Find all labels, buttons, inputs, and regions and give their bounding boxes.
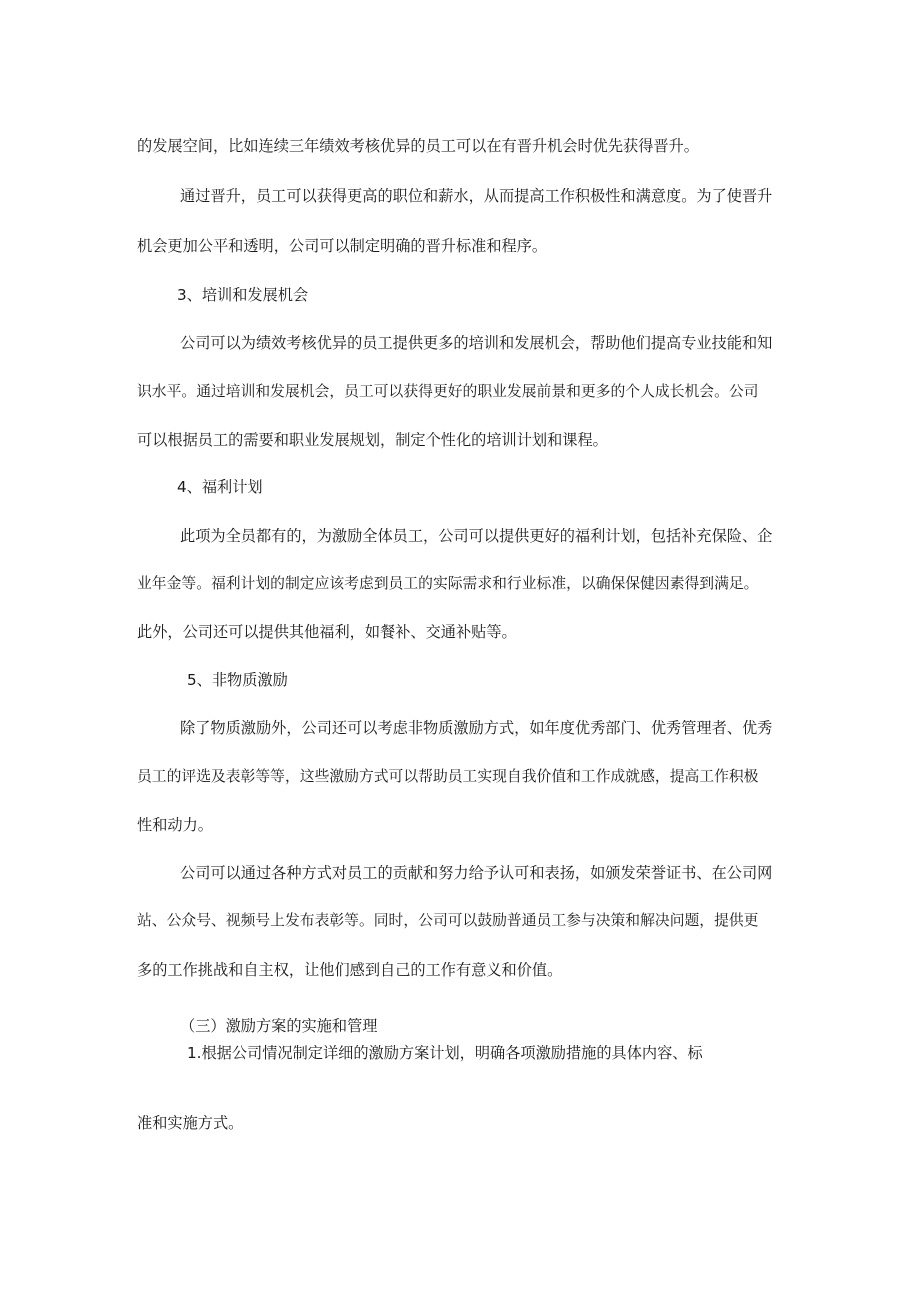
paragraph-line: 准和实施方式。 [137, 1114, 244, 1132]
paragraph-line: 公司可以通过各种方式对员工的贡献和努力给予认可和表扬，如颁发荣誉证书、在公司网 [180, 864, 773, 882]
paragraph-line: 员工的评选及表彰等等，这些激励方式可以帮助员工实现自我价值和工作成就感，提高工作积极 [137, 768, 759, 785]
paragraph-line: 1.根据公司情况制定详细的激励方案计划，明确各项激励措施的具体内容、标 [187, 1044, 703, 1062]
section-heading: 3、培训和发展机会 [177, 286, 309, 304]
paragraph-line: 站、公众号、视频号上发布表彰等。同时，公司可以鼓励普通员工参与决策和解决问题，提供更 [137, 912, 759, 929]
section-heading: 4、福利计划 [177, 478, 263, 496]
paragraph-line: 可以根据员工的需要和职业发展规划，制定个性化的培训计划和课程。 [137, 431, 608, 449]
paragraph-line: 的发展空间，比如连续三年绩效考核优异的员工可以在有晋升机会时优先获得晋升。 [137, 137, 699, 155]
section-heading: 5、非物质激励 [187, 671, 288, 689]
paragraph-line: 除了物质激励外，公司还可以考虑非物质激励方式，如年度优秀部门、优秀管理者、优秀 [180, 719, 773, 737]
paragraph-line: 识水平。通过培训和发展机会，员工可以获得更好的职业发展前景和更多的个人成长机会。公司 [137, 383, 759, 400]
paragraph-line: 此外，公司还可以提供其他福利，如餐补、交通补贴等。 [137, 623, 517, 641]
paragraph-line: 此项为全员都有的，为激励全体员工，公司可以提供更好的福利计划，包括补充保险、企 [180, 527, 773, 545]
subsection-heading: （三）激励方案的实施和管理 [180, 1017, 378, 1035]
paragraph-line: 业年金等。福利计划的制定应该考虑到员工的实际需求和行业标准，以确保保健因素得到满足。 [137, 575, 759, 592]
paragraph-line: 机会更加公平和透明，公司可以制定明确的晋升标准和程序。 [137, 237, 548, 255]
paragraph-line: 多的工作挑战和自主权，让他们感到自己的工作有意义和价值。 [137, 961, 563, 979]
paragraph-line: 公司可以为绩效考核优异的员工提供更多的培训和发展机会，帮助他们提高专业技能和知 [180, 334, 773, 352]
paragraph-line: 性和动力。 [137, 816, 213, 834]
paragraph-line: 通过晋升，员工可以获得更高的职位和薪水，从而提高工作积极性和满意度。为了使晋升 [180, 187, 773, 205]
